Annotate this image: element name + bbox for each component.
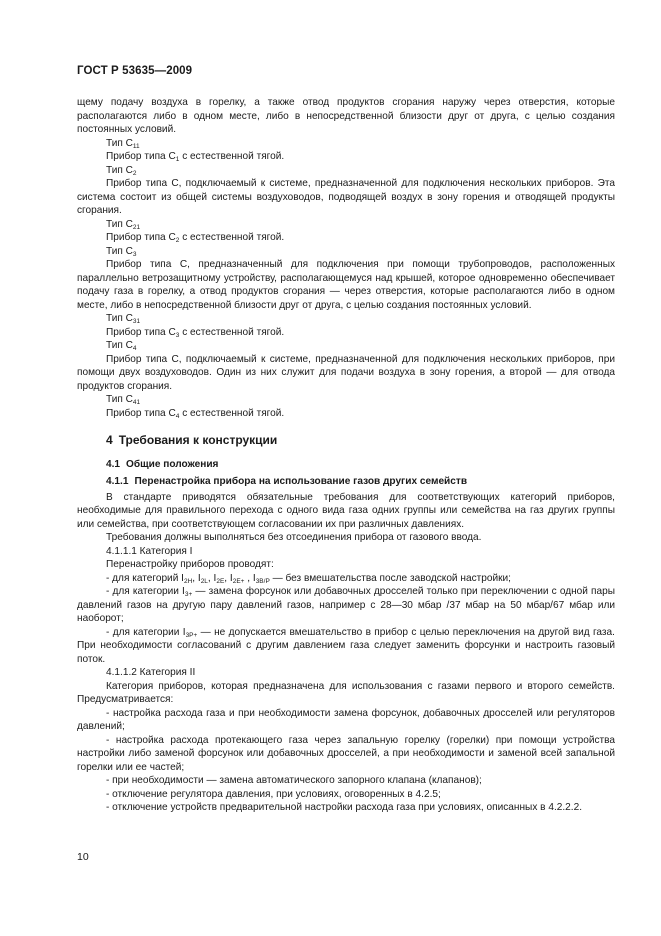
- subsection-number: 4.1: [106, 458, 121, 470]
- clause-number: 4.1.1: [106, 476, 129, 487]
- section-heading: [106, 434, 615, 448]
- subscript: 2E: [216, 577, 225, 585]
- standard-designation: ГОСТ Р 53635—2009: [77, 65, 193, 77]
- subscript: 3B/P: [255, 577, 270, 585]
- paragraph: Прибор типа $С_4$ с естественной тягой.: [106, 407, 285, 420]
- subscript: 2: [175, 237, 180, 244]
- paragraph: Тип $С_{31}$: [106, 313, 141, 325]
- section-title: Требования к конструкции: [118, 433, 278, 447]
- paragraph: - при необходимости — замена автоматического запорного клапана (клапанов);: [106, 775, 482, 786]
- paragraph: - настройка расхода газа и при необходимости замена форсунок, добавочных дросселей или регуляторов давлений;: [77, 707, 615, 732]
- paragraph: Тип $С_4$: [106, 340, 137, 352]
- paragraph: Прибор типа $С_2$ с естественной тягой.: [106, 232, 285, 244]
- subscript: 2: [132, 169, 137, 177]
- requirements-text: [77, 491, 615, 815]
- paragraph: Категория приборов, которая предназначена для использования с газами первого и второго семейств. Предусматривается:: [77, 680, 615, 705]
- paragraph: - для категории $I_{3+}$ — замена форсунок или добавочных дросселей только при переключении с одной пары давлений газов на другую пару давлений газов, например с 28—30 мбар /37 мбар на 50 мбар/67 мбар или наоборот;: [77, 586, 615, 624]
- section-number: 4: [106, 433, 113, 447]
- paragraph: Тип $С_{41}$: [106, 394, 141, 406]
- paragraph: Тип $С_3$: [106, 245, 137, 258]
- subscript: 2L: [200, 577, 208, 585]
- paragraph: В стандарте приводятся обязательные требования для соответствующих категорий приборов, необходимые для правильного перехода с одного вида газа одних группы или семейства на газ других группы или семейства, при соответствующем согласовании их при различных давлениях.: [77, 491, 615, 530]
- paragraph: Тип $С_{11}$: [106, 137, 140, 150]
- clause-title: Перенастройка прибора на использование газов других семейств: [134, 476, 468, 487]
- paragraph: Тип $С_{21}$: [106, 218, 141, 231]
- clause-heading: [106, 475, 615, 489]
- subscript: 3P+: [185, 631, 198, 639]
- paragraph: Прибор типа $С_3$ с естественной тягой.: [106, 326, 285, 339]
- subscript: 4: [175, 412, 180, 420]
- page-number: 10: [77, 851, 89, 863]
- subsection-heading: [106, 458, 615, 472]
- subscript: 11: [132, 142, 140, 150]
- subscript: 41: [132, 399, 141, 406]
- subscript: 4: [132, 345, 137, 352]
- paragraph: Прибор типа $С_1$ с естественной тягой.: [106, 151, 285, 163]
- types-description: [77, 96, 615, 420]
- subscript: 2H: [183, 577, 193, 585]
- page-body: [77, 96, 615, 815]
- paragraph: 4.1.1.1 Категория I: [106, 545, 193, 557]
- paragraph: Требования должны выполняться без отсоединения прибора от газового ввода.: [106, 532, 482, 543]
- subscript: 3+: [184, 591, 193, 598]
- paragraph: Прибор типа С, предназначенный для подключения при помощи трубопроводов, расположенных параллельно ветрозащитному устройству, располагающемуся над крышей, которое одновременно обеспечивает подачу газа в горелку, а отвод продуктов сгорания — через отверстия, которые располагаются либо в одном месте, либо в непосредственной близости друг от друга, с целью создания постоянных условий.: [77, 259, 615, 311]
- subscript: 2E+: [232, 577, 245, 585]
- subsection-title: Общие положения: [126, 458, 219, 470]
- paragraph: - отключение устройств предварительной настройки расхода газа при условиях, описанных в 4.2.2.2.: [106, 802, 583, 813]
- paragraph: Прибор типа С, подключаемый к системе, предназначенной для подключения нескольких приборов. Эта система состоит из общей системы воздуховодов, подводящей воздух в зону горения и отводящей продукты сгорания.: [77, 178, 615, 216]
- paragraph: - настройка расхода протекающего газа через запальную горелку (горелки) при помощи устройства настройки либо заменой форсунок или добавочных дросселей, а при необходимости и заменой всей запальной горелки или ее частей;: [77, 734, 615, 773]
- subscript: 3: [132, 250, 137, 258]
- paragraph: - для категории $I_{3P+}$ — не допускается вмешательство в прибор с целью переключения на другой вид газа. При необходимости согласований с другим давлением газа следует заменить форсунки и настроить газовый поток.: [77, 626, 615, 665]
- paragraph: Прибор типа С, подключаемый к системе, предназначенной для подключения нескольких приборов, при помощи двух воздуховодов. Один из них служит для подачи воздуха в зону горения, а второй — для отвода продуктов сгорания.: [77, 353, 615, 392]
- subscript: 3: [175, 331, 180, 339]
- paragraph: Перенастройку приборов проводят:: [106, 559, 274, 570]
- paragraph: - отключение регулятора давления, при условиях, оговоренных в 4.2.5;: [106, 788, 441, 800]
- paragraph: Тип $С_2$: [106, 164, 137, 177]
- paragraph: 4.1.1.2 Категория II: [106, 667, 196, 678]
- document-header: [77, 65, 192, 77]
- subscript: 1: [175, 156, 180, 163]
- paragraph: щему подачу воздуха в горелку, а также отвод продуктов сгорания наружу через отверстия, которые располагаются либо в одном месте, либо в непосредственной близости друг от друга, с целью создания постоянных условий.: [77, 97, 615, 135]
- subscript: 21: [132, 223, 141, 231]
- paragraph: - для категорий $I_{2H}$, $I_{2L}$, $I_{2E}$, $I_{2E+}$ , $I_{3B/P}$ — без вмешательства после заводской настройки;: [106, 572, 511, 585]
- subscript: 31: [132, 318, 141, 325]
